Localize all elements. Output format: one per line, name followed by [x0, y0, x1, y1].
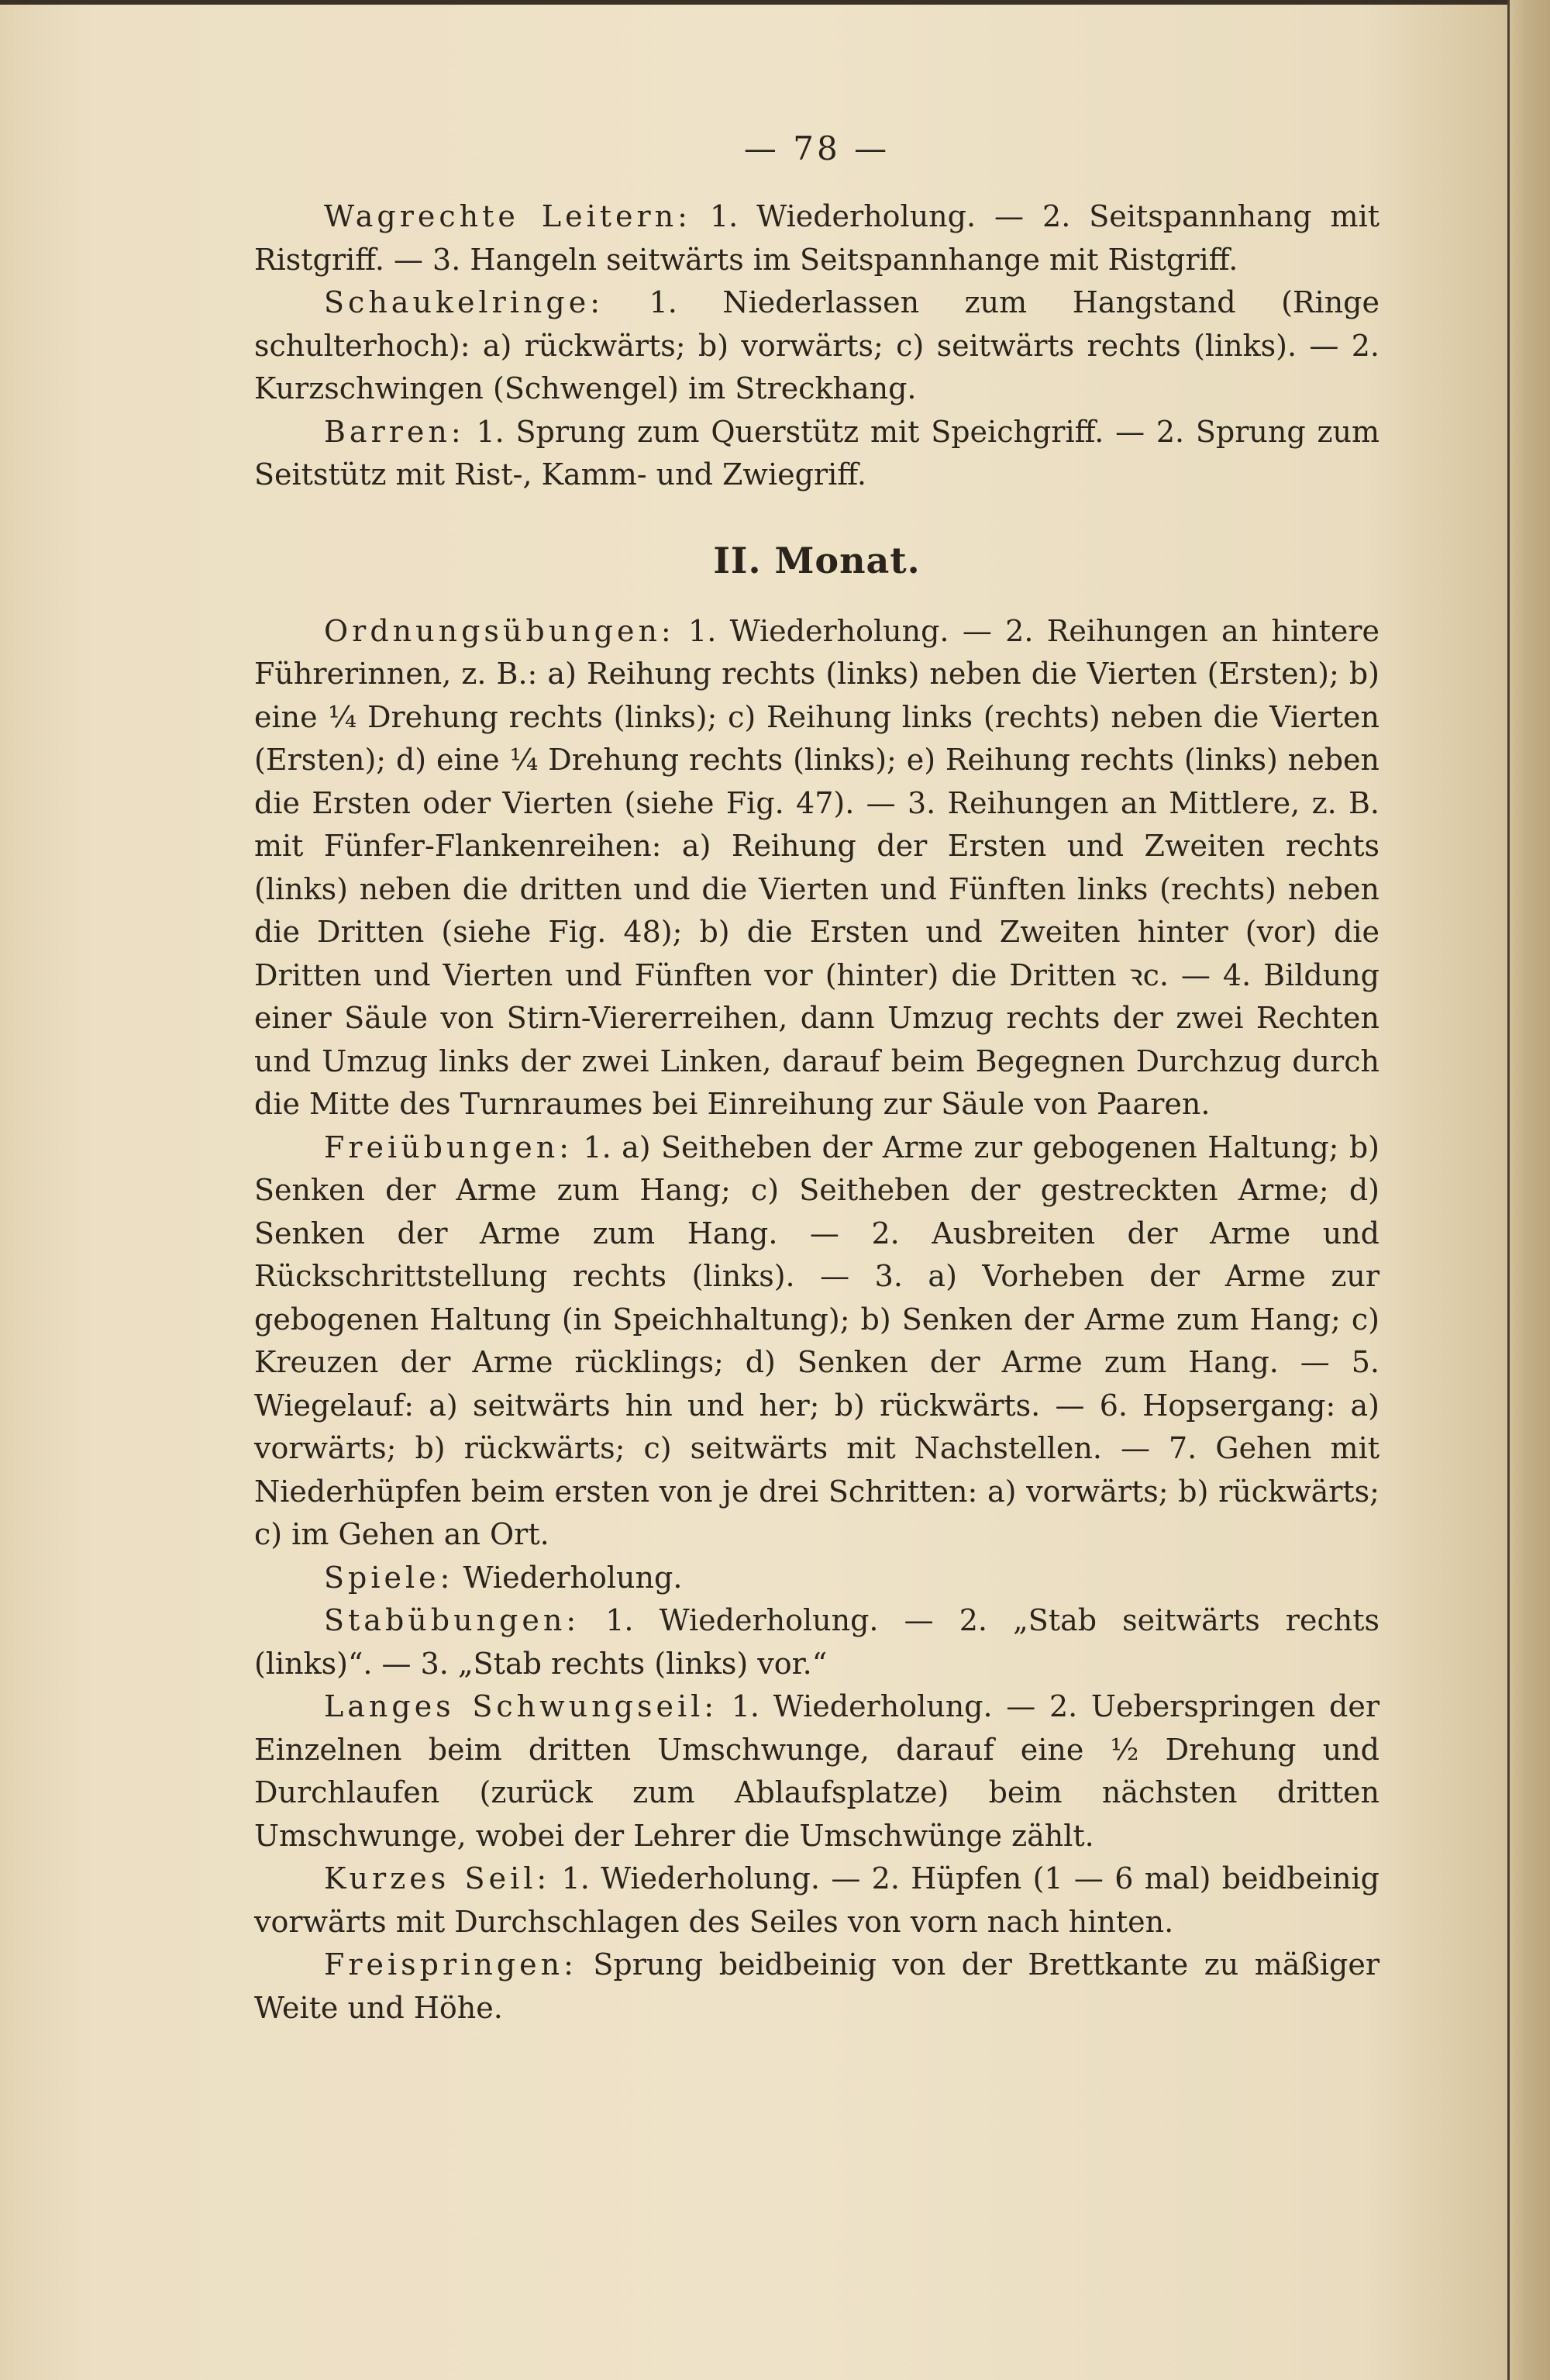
paragraph-keyword: Ordnungsübungen: — [324, 613, 675, 648]
paragraph-freiuebungen — [254, 1126, 1380, 1557]
paragraph-keyword: Barren: — [324, 414, 465, 449]
top-edge — [0, 0, 1519, 5]
paragraph-text: 1. Wiederholung. — 2. „Stab seitwärts rechts (links)“. — 3. „Stab rechts (links) vor.“ — [254, 1603, 1380, 1681]
paragraph-keyword: Wagrechte Leitern: — [324, 199, 691, 233]
paragraph-text: 1. Niederlassen zum Hangstand (Ringe schulterhoch): a) rückwärts; b) vorwärts; c) seitwärts rechts (links). — 2. Kurzschwingen (Schwengel) im Streckhang. — [254, 285, 1380, 405]
paragraph-wagrechte-leitern — [254, 195, 1380, 281]
book-fore-edge — [1507, 0, 1550, 2380]
paragraph-keyword: Spiele: — [324, 1560, 454, 1595]
paragraph-ordnungsuebungen — [254, 610, 1380, 1126]
paragraph-kurzes-seil — [254, 1857, 1380, 1944]
paragraph-stabuebungen — [254, 1599, 1380, 1685]
paragraph-barren — [254, 411, 1380, 497]
paragraph-freispringen — [254, 1944, 1380, 2030]
paragraph-keyword: Freispringen: — [324, 1947, 577, 1982]
paragraph-keyword: Schaukelringe: — [324, 285, 604, 319]
paragraph-langes-schwungseil — [254, 1685, 1380, 1857]
paragraph-keyword: Stabübungen: — [324, 1603, 580, 1637]
paragraph-text: 1. Wiederholung. — 2. Hüpfen (1 — 6 mal) beidbeinig vorwärts mit Durchschlagen des Seiles von vorn nach hinten. — [254, 1861, 1380, 1939]
text-block — [254, 124, 1380, 2030]
paragraph-keyword: Kurzes Seil: — [324, 1861, 551, 1895]
paragraph-text: 1. Wiederholung. — 2. Reihungen an hintere Führerinnen, z. B.: a) Reihung rechts (links) neben die Vierten (Ersten); b) eine ¼ Drehung rechts (links); c) Reihung links (rechts) neben die Vierten (Ersten); d) eine ¼ Drehung rechts (links); e) Reihung rechts (links) neben die Ersten oder Vierten (siehe Fig. 47). — 3. Reihungen an Mittlere, z. B. mit Fünfer-Flankenreihen: a) Reihung der Ersten und Zweiten rechts (links) neben die dritten und die Vierten und Fünften links (rechts) neben die Dritten (siehe Fig. 48); b) die Ersten und Zweiten hinter (vor) die Dritten und Vierten und Fünften vor (hinter) die Dritten ꝛc. — 4. Bildung einer Säule von Stirn-Viererreihen, dann Umzug rechts der zwei Rechten und Umzug links der zwei Linken, darauf beim Begegnen Durchzug durch die Mitte des Turnraumes bei Einreihung zur Säule von Paaren. — [254, 613, 1380, 1121]
paragraph-text: 1. Wiederholung. — 2. Ueberspringen der Einzelnen beim dritten Umschwunge, darauf eine ½ Drehung und Durchlaufen (zurück zum Ablaufsplatze) beim nächsten dritten Umschwunge, wobei der Lehrer die Umschwünge zählt. — [254, 1689, 1380, 1853]
page-number: — 78 — — [743, 129, 890, 167]
paragraph-text: 1. Wiederholung. — 2. Seitspannhang mit Ristgriff. — 3. Hangeln seitwärts im Seitspannhange mit Ristgriff. — [254, 199, 1380, 277]
paragraph-spiele — [254, 1557, 1380, 1600]
paragraph-text: 1. a) Seitheben der Arme zur gebogenen Haltung; b) Senken der Arme zum Hang; c) Seitheben der gestreckten Arme; d) Senken der Arme zum Hang. — 2. Ausbreiten der Arme und Rückschrittstellung rechts (links). — 3. a) Vorheben der Arme zur gebogenen Haltung (in Speichhaltung); b) Senken der Arme zum Hang; c) Kreuzen der Arme rücklings; d) Senken der Arme zum Hang. — 5. Wiegelauf: a) seitwärts hin und her; b) rückwärts. — 6. Hopsergang: a) vorwärts; b) rückwärts; c) seitwärts mit Nachstellen. — 7. Gehen mit Niederhüpfen beim ersten von je drei Schritten: a) vorwärts; b) rückwärts; c) im Gehen an Ort. — [254, 1130, 1380, 1551]
paragraph-schaukelringe — [254, 281, 1380, 411]
paragraph-keyword: Freiübungen: — [324, 1130, 574, 1164]
section-heading: II. Monat. — [713, 539, 921, 581]
paragraph-text: Wiederholung. — [453, 1560, 683, 1595]
paragraph-text: 1. Sprung zum Querstütz mit Speichgriff. — 2. Sprung zum Seitstütz mit Rist-, Kamm- und Zwiegriff. — [254, 414, 1380, 492]
paragraph-text: Sprung beidbeinig von der Brettkante zu mäßiger Weite und Höhe. — [254, 1947, 1380, 2025]
paragraph-keyword: Langes Schwungseil: — [324, 1689, 718, 1723]
